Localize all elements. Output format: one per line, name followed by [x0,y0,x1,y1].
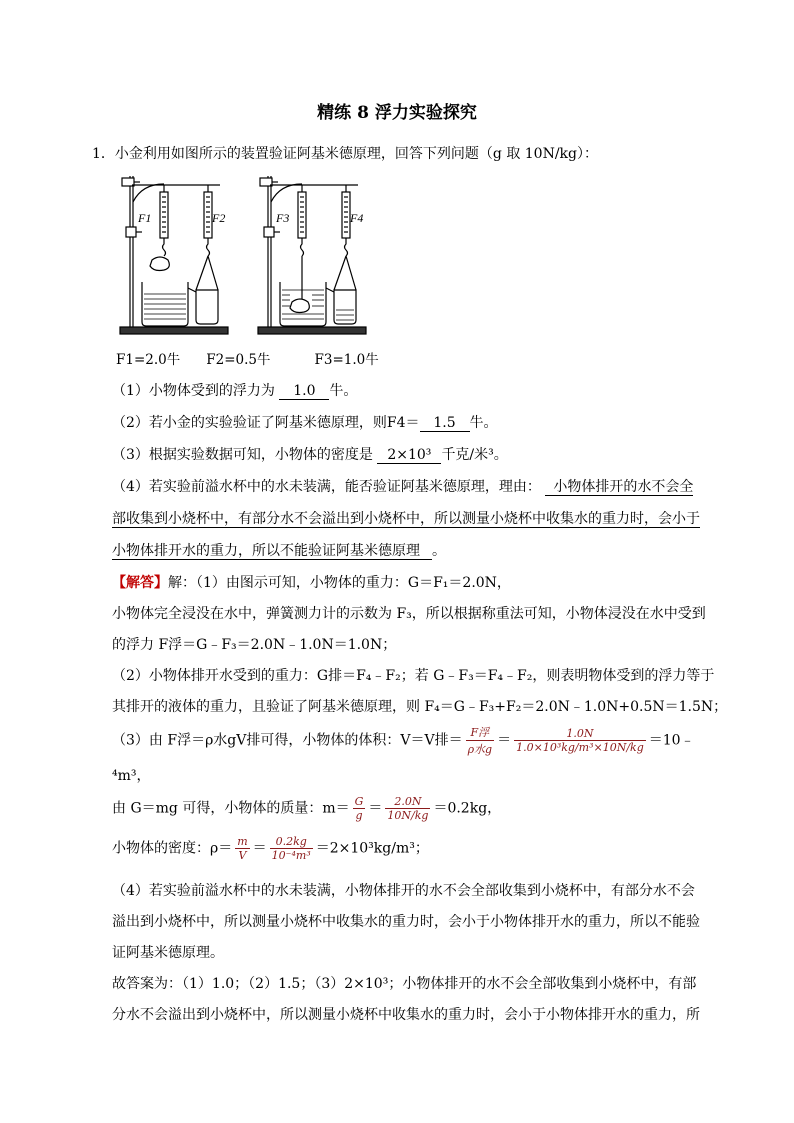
fraction-mass-symbolic [353,795,366,822]
solution-line-7: ⁴m³， [112,768,151,784]
solution-s8-text: 由 G＝mg 可得，小物体的质量：m＝ [112,800,350,817]
label-f1: F1 [138,211,152,225]
part-1-text: （1）小物体受到的浮力为 [112,383,275,399]
part-1 [112,380,357,400]
fraction-density-symbolic [235,835,249,862]
fraction-numerator: 2.0N [385,795,430,809]
left-apparatus [120,176,228,334]
fraction-numerator: 1.0N [514,727,646,741]
part-4-text: （4）若实验前溢水杯中的水未装满，能否验证阿基米德原理，理由： [112,479,541,495]
fraction-denominator: 1.0×10³kg/m³×10N/kg [516,741,644,754]
part-4-answer-2: 部收集到小烧杯中，有部分水不会溢出到小烧杯中，所以测量小烧杯中收集水的重力时，会小于 [112,511,700,527]
solution-line-2: 小物体完全浸没在水中，弹簧测力计的示数为 F₃，所以根据称重法可知，小物体浸没在水中受到 [112,606,706,622]
fraction-volume-numeric [514,727,646,754]
part-4-answer-3: 小物体排开水的重力，所以不能验证阿基米德原理 [112,543,432,560]
solution-s6-result: ＝10﹣ [648,732,695,749]
part-2-unit: 牛。 [469,415,498,431]
solution-line-9: 小物体的密度：ρ＝ $\frac{m}{V}$ ＝ $\frac{0.2kg}{\text{10⁻⁴m³}}$ ＝2×10³kg/m³； [112,835,429,862]
fraction-volume-symbolic [466,724,495,757]
solution-s8-result: ＝0.2kg， [433,800,502,817]
caption-f3: F3=1.0牛 [314,352,379,368]
fraction-numerator: G [354,795,364,808]
right-apparatus [258,176,366,334]
page-title: 精练 8 浮力实验探究 [317,103,477,123]
fraction-numerator: m [237,835,248,848]
solution-tag: 【解答】 [112,575,168,591]
part-3-answer: 2×10³ [377,447,441,464]
part-4-line-2 [112,508,700,528]
part-1-unit: 牛。 [329,383,358,399]
part-4 [112,476,693,496]
solution-line-10: （4）若实验前溢水杯中的水未装满，小物体排开的水不会全部收集到小烧杯中，有部分水不会 [112,883,695,899]
solution-s9-result: ＝2×10³kg/m³； [315,840,429,857]
fraction-numerator: F浮 [466,724,495,741]
part-3-unit: 千克/米³。 [441,447,508,463]
solution-line-5: 其排开的液体的重力，且验证了阿基米德原理，则 F₄＝G﹣F₃+F₂＝2.0N﹣1.0N+0.5N＝1.5N； [112,699,728,715]
fraction-numerator: 0.2kg [270,835,313,849]
part-1-answer: 1.0 [279,383,329,400]
solution-line-4: （2）小物体排开水受到的重力：G排＝F₄﹣F₂；若 G﹣F₃＝F₄﹣F₂，则表明物体受到的浮力等于 [112,668,715,684]
solution-line-14: 分水不会溢出到小烧杯中，所以测量小烧杯中收集水的重力时，会小于小物体排开水的重力，所 [112,1007,700,1023]
solution-s1: 解：（1）由图示可知，小物体的重力：G＝F₁＝2.0N， [168,575,511,591]
fraction-mass-numeric [385,795,430,822]
question-text: 1．小金利用如图所示的装置验证阿基米德原理，回答下列问题（g 取 10N/kg）： [92,146,598,162]
fraction-denominator: V [238,849,247,862]
solution-line-12: 证阿基米德原理。 [112,945,224,961]
solution-s9-text: 小物体的密度：ρ＝ [112,840,233,857]
solution-line-8: 由 G＝mg 可得，小物体的质量：m＝ $\frac{G}{g}$ ＝ $\frac{2.0N}{10N/kg}$ ＝0.2kg， [112,795,502,822]
fraction-denominator: 10⁻⁴m³ [271,849,311,862]
caption-f2: F2=0.5牛 [206,352,271,368]
solution-line-6: （3）由 F浮＝ρ水gV排可得，小物体的体积：V＝V排＝ $\frac{\text{F浮}}{\text{ρ水g}}$ ＝ $\frac{1.0N}{\text{1.0×10³kg/m³×10N/kg}}$ ＝10﹣ [112,726,695,756]
fraction-denominator: 10N/kg [387,809,429,822]
fraction-denominator: g [355,809,363,822]
part-2-text: （2）若小金的实验验证了阿基米德原理，则F4＝ [112,415,420,431]
solution-line-11: 溢出到小烧杯中，所以测量小烧杯中收集水的重力时，会小于小物体排开水的重力，所以不能验 [112,914,700,930]
solution-line-3: 的浮力 F浮＝G﹣F₃＝2.0N﹣1.0N＝1.0N； [112,637,397,653]
label-f3: F3 [276,211,290,225]
figure-caption [116,348,405,368]
label-f4: F4 [350,211,364,225]
solution-s6-text: （3）由 F浮＝ρ水gV排可得，小物体的体积：V＝V排＝ [112,732,463,749]
label-f2: F2 [212,211,226,225]
part-3 [112,444,508,464]
apparatus-figure [112,172,372,342]
part-4-answer-1: 小物体排开的水不会全 [545,479,693,496]
solution-line-13: 故答案为：（1）1.0；（2）1.5；（3）2×10³；小物体排开的水不会全部收集到小烧杯中，有部 [112,976,697,992]
solution-line-1 [112,572,511,592]
part-3-text: （3）根据实验数据可知，小物体的密度是 [112,447,373,463]
part-2-answer: 1.5 [420,415,470,432]
part-4-line-3 [112,540,446,560]
part-4-end: 。 [432,543,446,559]
part-2 [112,412,498,432]
fraction-density-numeric [270,835,313,862]
caption-f1: F1=2.0牛 [116,352,181,368]
fraction-denominator: ρ水g [467,743,493,756]
